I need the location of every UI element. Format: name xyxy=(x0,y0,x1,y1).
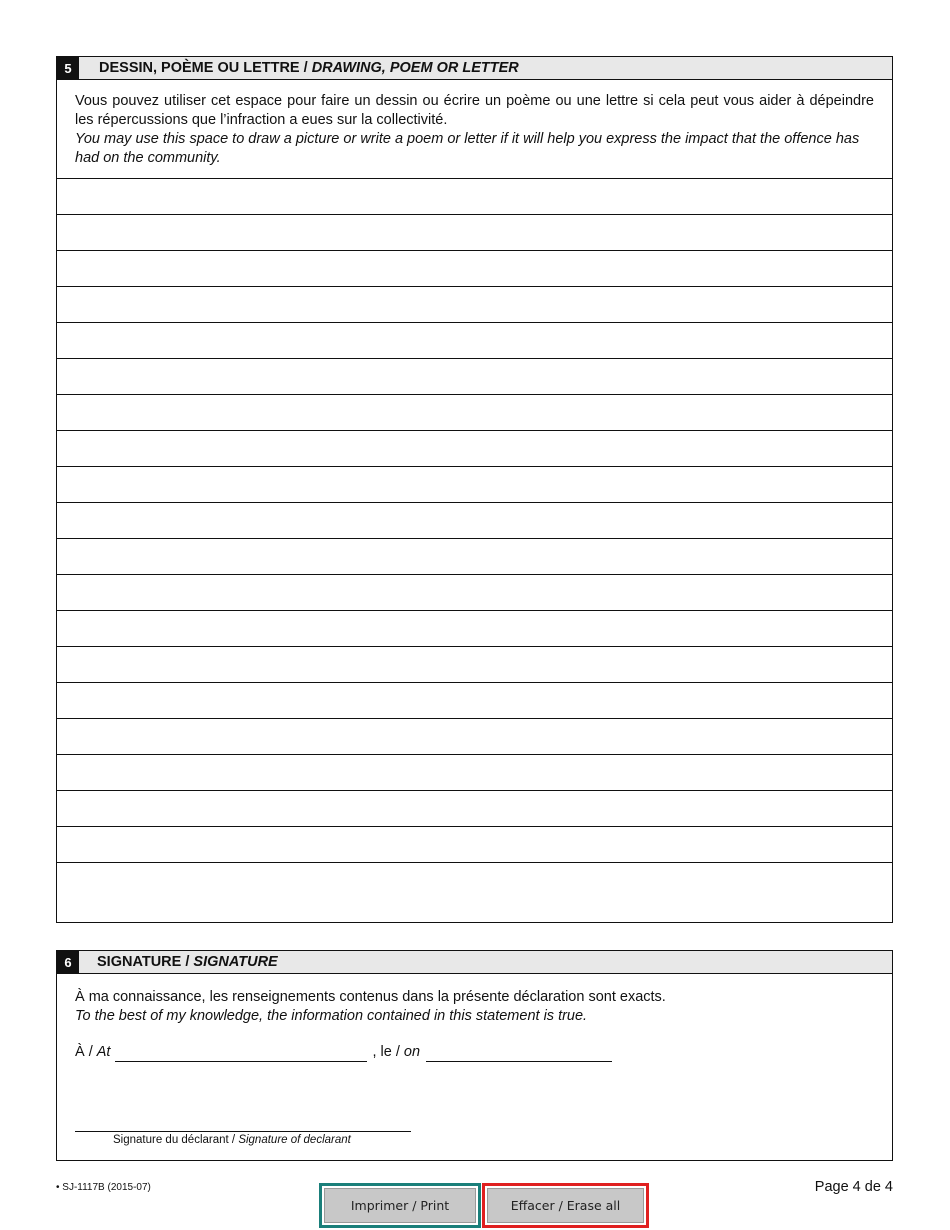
writing-line[interactable] xyxy=(57,395,892,431)
writing-line[interactable] xyxy=(57,683,892,719)
writing-line[interactable] xyxy=(57,827,892,863)
signature-line[interactable] xyxy=(75,1131,411,1132)
on-label-fr: , le / xyxy=(372,1044,400,1060)
section-6-title-en: SIGNATURE xyxy=(193,954,278,970)
print-button-frame xyxy=(319,1183,481,1228)
writing-line[interactable] xyxy=(57,791,892,827)
writing-line[interactable] xyxy=(57,287,892,323)
drawing-text-area[interactable] xyxy=(57,178,892,899)
statement-fr: À ma connaissance, les renseignements contenus dans la présente déclaration sont exacts. xyxy=(75,989,666,1005)
place-field[interactable] xyxy=(115,1045,367,1062)
section-5-instructions-fr: Vous pouvez utiliser cet espace pour faire un dessin ou écrire un poème ou une lettre si cela peut vous aider à dépeindre les répercussions que l’infraction a eues sur la collectivité. xyxy=(75,93,874,128)
writing-line[interactable] xyxy=(57,323,892,359)
signature-label xyxy=(113,1134,351,1146)
section-5-title xyxy=(99,60,519,76)
print-button[interactable]: Imprimer / Print xyxy=(324,1188,476,1223)
date-field[interactable] xyxy=(426,1045,612,1062)
writing-line[interactable] xyxy=(57,863,892,899)
section-5-number: 5 xyxy=(57,57,79,79)
section-signature xyxy=(56,950,893,1161)
at-label-en: At xyxy=(96,1044,111,1060)
section-drawing-poem-letter xyxy=(56,56,893,923)
writing-line[interactable] xyxy=(57,431,892,467)
place-date-row xyxy=(75,1043,874,1062)
writing-line[interactable] xyxy=(57,215,892,251)
writing-line[interactable] xyxy=(57,647,892,683)
section-5-instructions xyxy=(57,80,892,178)
writing-line[interactable] xyxy=(57,539,892,575)
section-5-header xyxy=(57,57,892,80)
signature-label-fr: Signature du déclarant / xyxy=(113,1134,236,1146)
page-number: Page 4 de 4 xyxy=(814,1179,893,1195)
section-5-title-fr: DESSIN, POÈME OU LETTRE / xyxy=(99,60,308,76)
writing-line[interactable] xyxy=(57,179,892,215)
writing-line[interactable] xyxy=(57,359,892,395)
section-6-number: 6 xyxy=(57,951,79,973)
signature-body xyxy=(57,974,892,1076)
writing-line[interactable] xyxy=(57,251,892,287)
writing-line[interactable] xyxy=(57,575,892,611)
statement-en: To the best of my knowledge, the information contained in this statement is true. xyxy=(75,1008,588,1024)
section-5-title-en: DRAWING, POEM OR LETTER xyxy=(311,60,519,76)
erase-button-frame xyxy=(482,1183,649,1228)
writing-line[interactable] xyxy=(57,719,892,755)
form-code: • SJ-1117B (2015-07) xyxy=(56,1182,151,1193)
writing-line[interactable] xyxy=(57,467,892,503)
writing-line[interactable] xyxy=(57,755,892,791)
writing-line[interactable] xyxy=(57,611,892,647)
section-6-header xyxy=(57,951,892,974)
signature-label-en: Signature of declarant xyxy=(238,1134,351,1146)
at-label-fr: À / xyxy=(75,1044,93,1060)
erase-all-button[interactable]: Effacer / Erase all xyxy=(487,1188,644,1223)
section-6-title-fr: SIGNATURE / xyxy=(97,954,190,970)
on-label-en: on xyxy=(403,1044,421,1060)
section-5-instructions-en: You may use this space to draw a picture or write a poem or letter if it will help you express the impact that the offence has had on the community. xyxy=(75,131,860,166)
section-6-title xyxy=(97,954,278,970)
writing-line[interactable] xyxy=(57,503,892,539)
